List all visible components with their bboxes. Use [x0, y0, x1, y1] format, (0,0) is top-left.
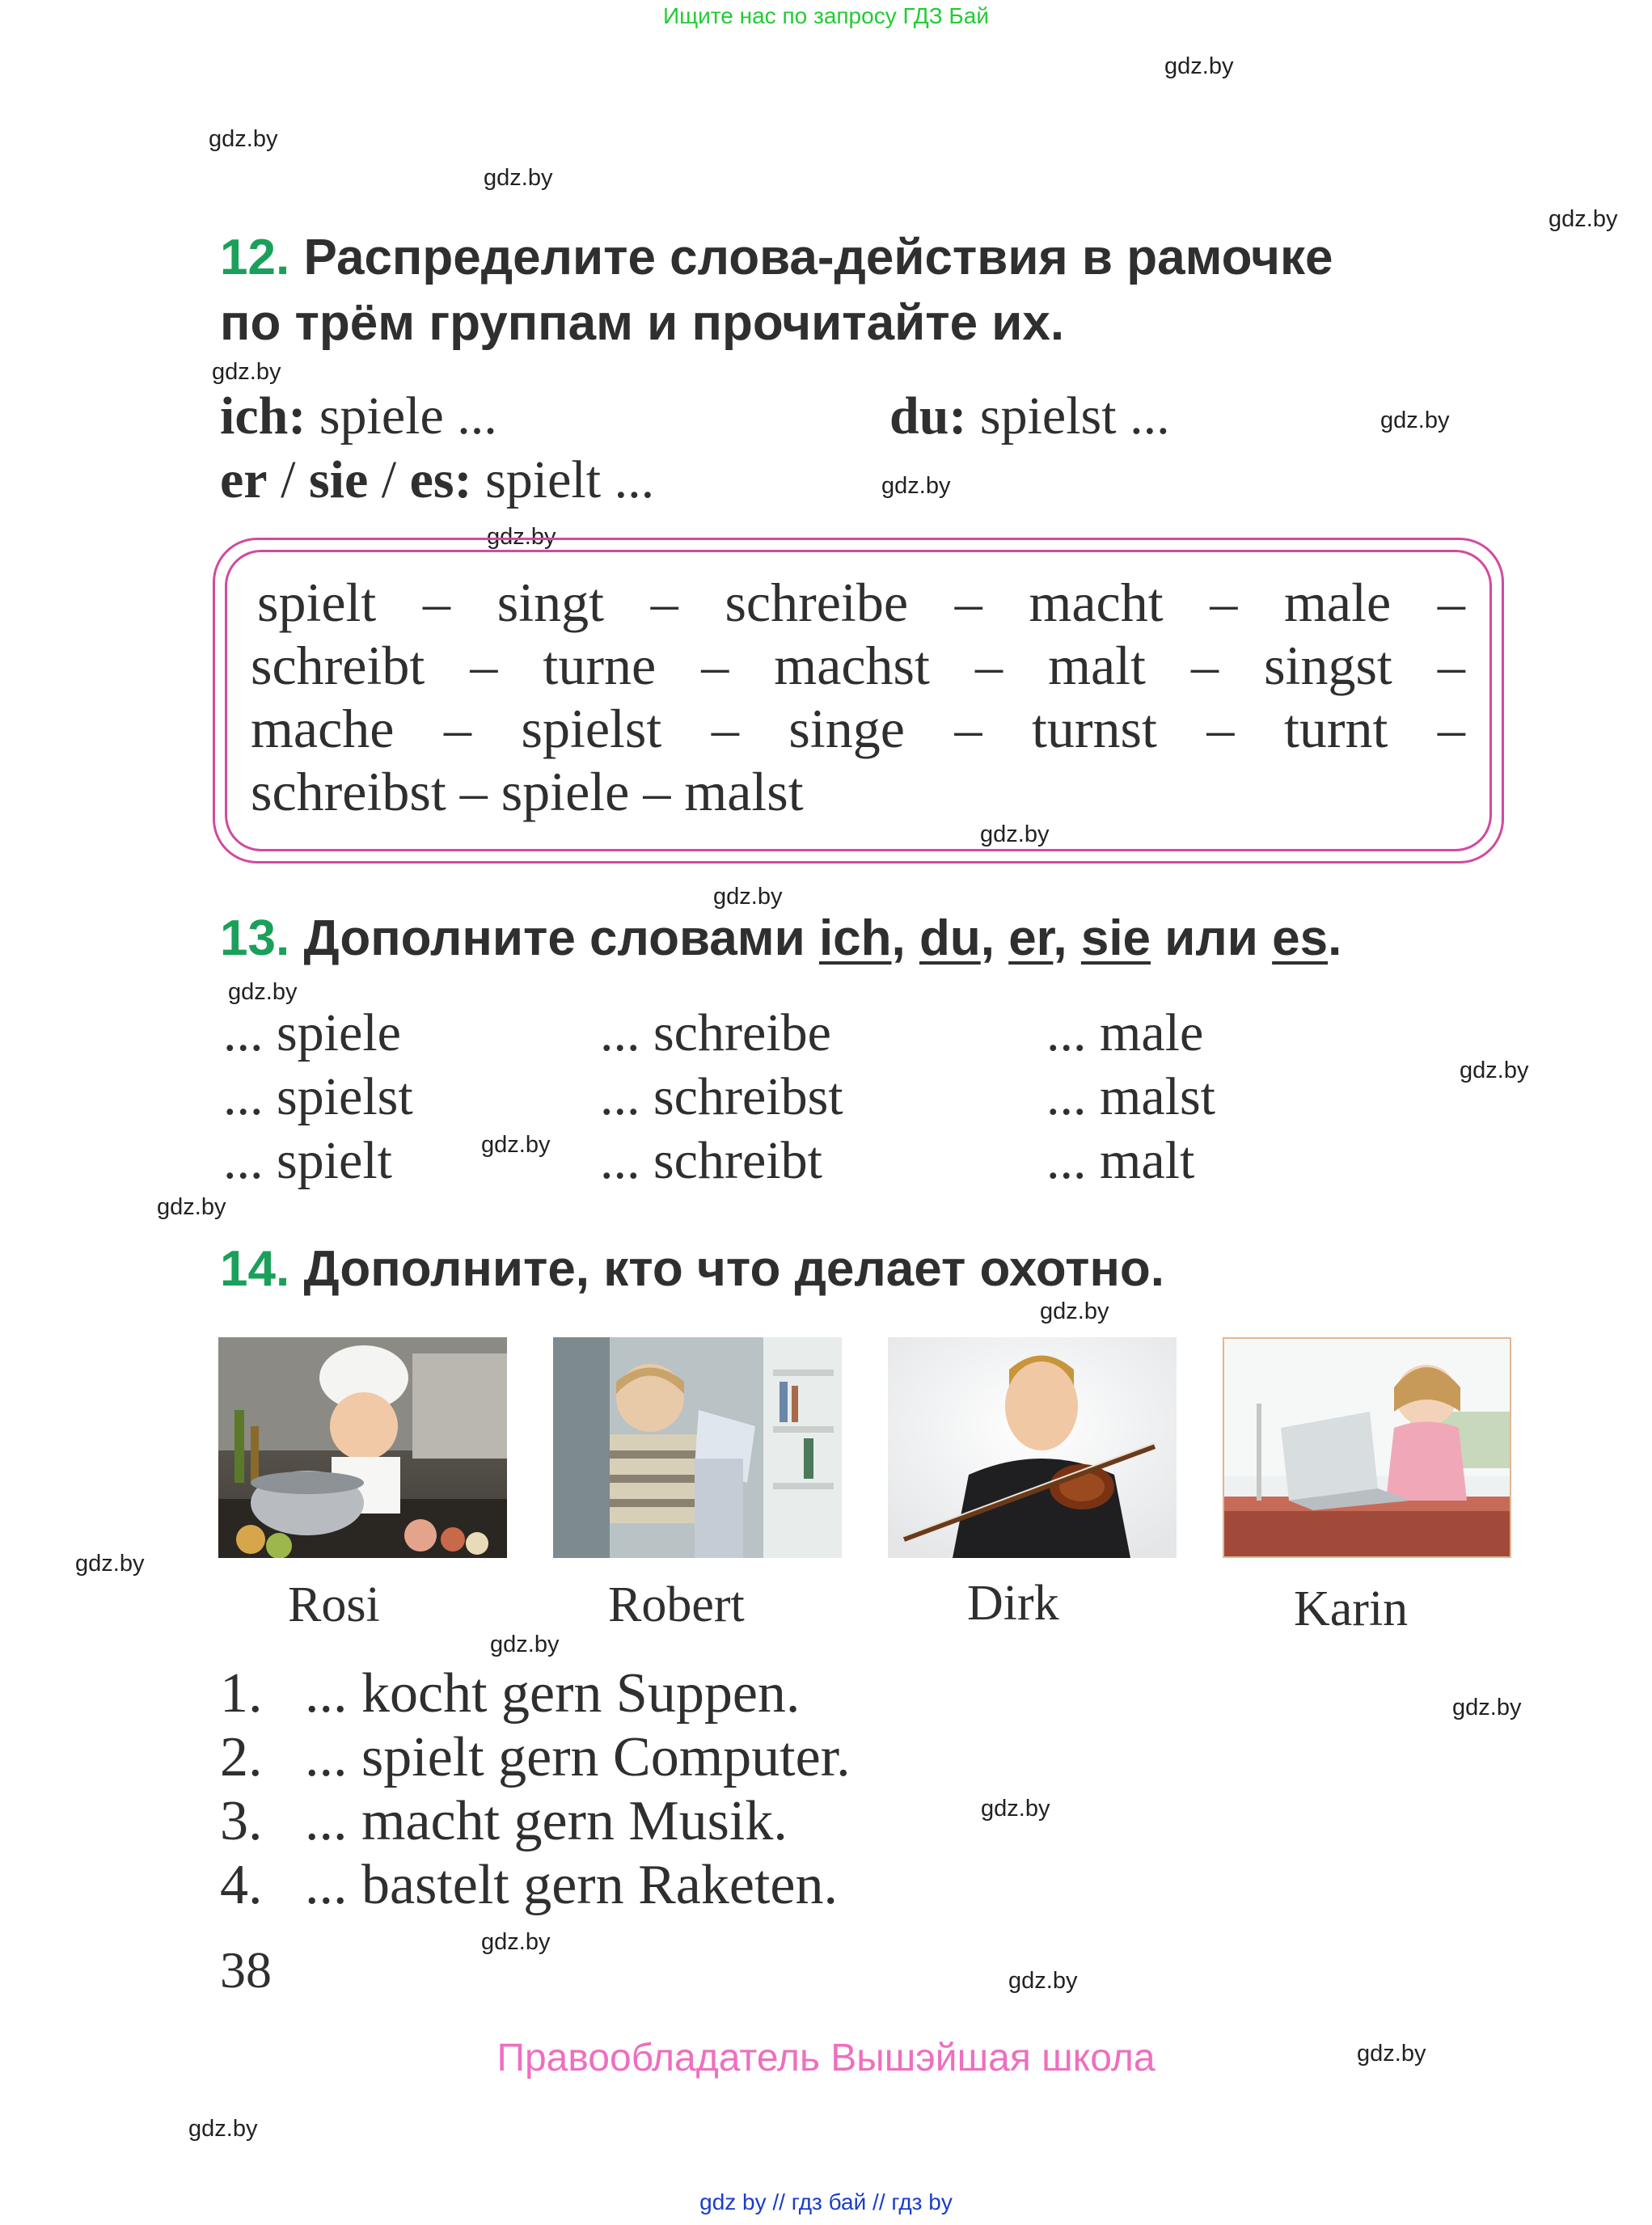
sentence-number: 2.: [220, 1726, 263, 1788]
dash: –: [1437, 635, 1465, 696]
sentence-number: 1.: [220, 1662, 263, 1725]
watermark: gdz.by: [1380, 407, 1450, 433]
watermark: gdz.by: [484, 165, 553, 191]
watermark: gdz.by: [188, 2116, 258, 2142]
watermark: gdz.by: [713, 884, 783, 910]
word: mache: [251, 698, 395, 759]
pronoun-label: er: [220, 450, 268, 509]
watermark: gdz.by: [228, 979, 298, 1005]
watermark: gdz.by: [980, 821, 1050, 847]
pronoun-option: ich: [818, 910, 892, 966]
fill-item: ... schreibst: [600, 1067, 843, 1126]
child-name: Dirk: [967, 1576, 1059, 1631]
watermark: gdz.by: [487, 524, 556, 550]
sentence-4: [220, 1853, 838, 1918]
word: spielst: [521, 698, 662, 759]
exercise-13-heading: [220, 910, 1341, 967]
watermark: gdz.by: [157, 1194, 226, 1220]
fill-item: ... malt: [1046, 1131, 1195, 1190]
watermark: gdz.by: [1164, 53, 1234, 79]
watermark: gdz.by: [1452, 1695, 1522, 1720]
word: spielt: [257, 572, 377, 633]
fill-item: ... spielst: [223, 1067, 413, 1126]
watermark: gdz.by: [1357, 2041, 1426, 2067]
slash: /: [368, 450, 410, 509]
period: .: [1328, 910, 1342, 966]
dash: –: [1437, 572, 1465, 633]
dash: –: [1210, 572, 1238, 633]
word: turnt: [1283, 698, 1388, 759]
sentence-1: [220, 1661, 800, 1726]
footer-links[interactable]: gdz by // гдз бай // гдз by: [699, 2189, 953, 2214]
fill-item: ... schreibt: [600, 1131, 822, 1190]
sentence-text: ... bastelt gern Raketen.: [305, 1854, 838, 1916]
group-example: spielst ...: [966, 386, 1170, 445]
word: male: [1284, 572, 1392, 633]
sentence-text: ... spielt gern Computer.: [305, 1726, 851, 1788]
dash: –: [954, 572, 982, 633]
slash: /: [267, 450, 309, 509]
child-name: Rosi: [288, 1577, 380, 1632]
dash: –: [650, 572, 678, 633]
copyright-holder: Правообладатель Вышэйшая школа: [496, 2037, 1156, 2079]
watermark: gdz.by: [481, 1132, 551, 1158]
pronoun-label: es:: [409, 450, 472, 509]
group-example: spiele ...: [306, 386, 497, 445]
dash: –: [954, 698, 982, 759]
word: turne: [543, 635, 657, 696]
or-word: или: [1151, 910, 1273, 966]
exercise-instruction: Дополните, кто что делает охотно.: [303, 1241, 1165, 1297]
watermark: gdz.by: [1460, 1058, 1529, 1083]
watermark: gdz.by: [209, 126, 278, 152]
sentence-number: 3.: [220, 1790, 263, 1852]
photo-dirk-violin: [888, 1337, 1177, 1558]
word: singe: [788, 698, 905, 759]
exercise-number: 14.: [220, 1241, 290, 1297]
dash: –: [470, 635, 498, 696]
photo-karin-laptop: [1223, 1337, 1511, 1558]
comma: ,: [891, 910, 919, 966]
word: singt: [496, 572, 605, 633]
word: malt: [1048, 635, 1146, 696]
sentence-text: ... kocht gern Suppen.: [305, 1662, 801, 1725]
group-er-sie-es: [220, 450, 654, 511]
watermark: gdz.by: [212, 359, 281, 385]
word: singst: [1264, 635, 1392, 696]
exercise-number: 13.: [220, 910, 290, 966]
word-box-line-2: [251, 634, 1465, 698]
exercise-instruction: Распределите слова-действия в рамочке: [303, 230, 1333, 285]
word: macht: [1029, 572, 1164, 633]
watermark: gdz.by: [481, 1929, 551, 1955]
comma: ,: [1053, 910, 1081, 966]
sentence-3: [220, 1789, 788, 1854]
word: machst: [774, 635, 930, 696]
fill-item: ... schreibe: [600, 1003, 831, 1062]
pronoun-label: ich:: [220, 386, 306, 445]
dash: –: [1206, 698, 1235, 759]
pronoun-option: es: [1272, 910, 1329, 966]
word-box-line-4: schreibst – spiele – malst: [251, 761, 804, 822]
sentence-2: [220, 1725, 851, 1790]
watermark: gdz.by: [490, 1632, 560, 1657]
photo-rosi-cooking: [218, 1337, 507, 1558]
child-name: Karin: [1294, 1581, 1409, 1636]
word: schreibt: [251, 635, 425, 696]
exercise-number: 12.: [220, 230, 290, 285]
group-du: [889, 386, 1170, 447]
watermark: gdz.by: [881, 473, 951, 499]
dash: –: [423, 572, 451, 633]
word: schreibe: [725, 572, 908, 633]
exercise-14-heading: [220, 1240, 1164, 1298]
watermark: gdz.by: [981, 1796, 1050, 1822]
comma: ,: [980, 910, 1009, 966]
pronoun-label: du:: [889, 386, 967, 445]
watermark: gdz.by: [1548, 206, 1618, 232]
fill-item: ... spiele: [223, 1003, 401, 1062]
exercise-instruction: Дополните словами: [303, 910, 819, 966]
dash: –: [1437, 698, 1465, 759]
fill-item: ... malst: [1046, 1067, 1215, 1126]
dash: –: [701, 635, 729, 696]
pronoun-option: sie: [1080, 910, 1151, 966]
watermark: gdz.by: [1008, 1968, 1078, 1994]
word-box-line-1: [257, 571, 1465, 635]
watermark: gdz.by: [1040, 1298, 1109, 1324]
sentence-text: ... macht gern Musik.: [305, 1790, 788, 1852]
exercise-12-heading-line1: [220, 229, 1333, 286]
pronoun-label: sie: [308, 450, 369, 509]
page-number: 38: [220, 1941, 272, 1999]
pronoun-option: er: [1008, 910, 1054, 966]
top-banner: Ищите нас по запросу ГДЗ Бай: [662, 3, 990, 28]
fill-item: ... spielt: [223, 1131, 392, 1190]
pronoun-option: du: [919, 910, 981, 966]
child-name: Robert: [608, 1577, 745, 1632]
dash: –: [443, 698, 471, 759]
photo-robert-crafting: [553, 1337, 842, 1558]
dash: –: [1191, 635, 1219, 696]
fill-item: ... male: [1046, 1003, 1204, 1062]
word: turnst: [1031, 698, 1157, 759]
dash: –: [975, 635, 1003, 696]
group-example: spielt ...: [471, 450, 655, 509]
dash: –: [711, 698, 739, 759]
word-box-line-3: [251, 697, 1465, 761]
sentence-number: 4.: [220, 1854, 263, 1916]
group-ich: [220, 386, 497, 447]
watermark: gdz.by: [75, 1551, 145, 1577]
exercise-12-heading-line2: по трём группам и прочитайте их.: [220, 295, 1065, 351]
